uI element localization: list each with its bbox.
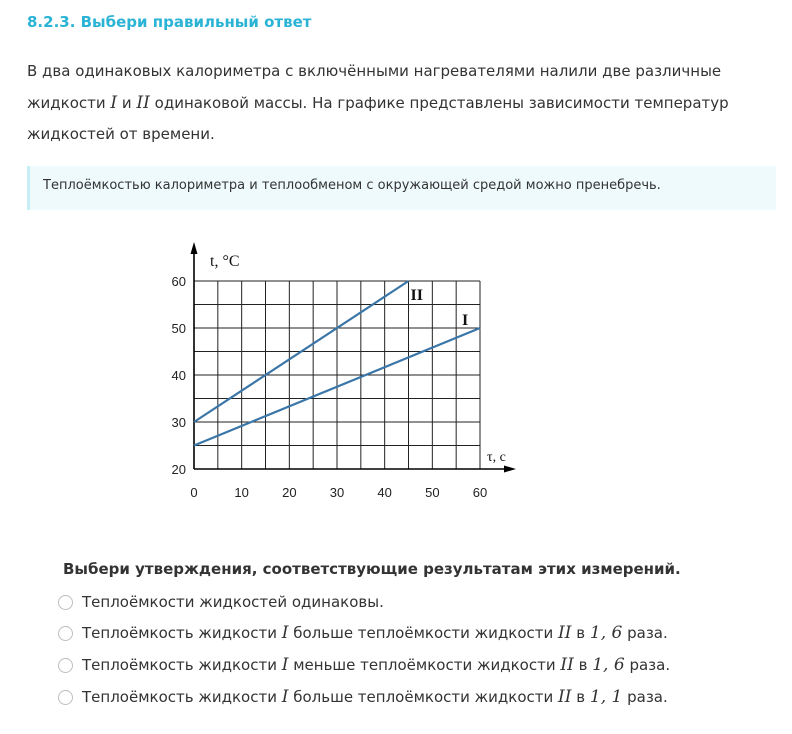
answer-option[interactable] — [58, 685, 668, 709]
y-axis-label: t, °C — [210, 253, 240, 270]
y-tick-label: 20 — [171, 462, 186, 477]
answer-option[interactable] — [58, 653, 670, 677]
option-text-part: в — [578, 656, 588, 674]
radio-button[interactable] — [58, 626, 73, 641]
x-tick-label: 60 — [472, 485, 488, 500]
radio-button[interactable] — [58, 658, 73, 673]
option-text-part: II — [560, 655, 574, 675]
hint-note — [27, 166, 776, 210]
x-tick-label: 0 — [190, 485, 198, 500]
option-text-part: в — [576, 688, 586, 706]
option-text-part: I — [281, 623, 289, 643]
question-line-2a: жидкости — [27, 93, 106, 112]
liquid-2-symbol: II — [136, 92, 150, 113]
statement-prompt: Выбери утверждения, соответствующие результатам этих измерений. — [63, 560, 681, 578]
option-text-part: больше теплоёмкости жидкости — [293, 688, 554, 706]
question-and: и — [121, 93, 132, 112]
option-text-part: больше теплоёмкости жидкости — [293, 624, 554, 642]
x-tick-label: 10 — [234, 485, 249, 500]
radio-button[interactable] — [58, 595, 73, 610]
x-tick-label: 30 — [329, 485, 345, 500]
hint-note-text: Теплоёмкостью калориметра и теплообменом с окружающей средой можно пренебречь. — [43, 178, 661, 193]
option-text-part: меньше теплоёмкости жидкости — [293, 656, 556, 674]
radio-button[interactable] — [58, 690, 73, 705]
series-label-I: I — [462, 312, 469, 329]
x-axis-arrow — [504, 466, 516, 473]
option-text-part: Теплоёмкость жидкости — [82, 688, 277, 706]
answer-option[interactable] — [58, 621, 668, 645]
option-text-part: I — [281, 687, 289, 707]
answer-option[interactable] — [58, 590, 384, 614]
x-axis-label: τ, с — [487, 450, 506, 465]
x-tick-label: 20 — [282, 485, 297, 500]
y-tick-label: 50 — [171, 321, 186, 336]
option-text-part: II — [558, 623, 572, 643]
option-text-part: раза. — [627, 624, 668, 642]
answer-option-text — [82, 623, 668, 643]
y-tick-label: 40 — [171, 368, 186, 383]
question-line-3: жидкостей от времени. — [27, 125, 215, 143]
chart-grid — [194, 281, 480, 469]
answer-option-text — [82, 655, 670, 675]
option-text-part: Теплоёмкость жидкости — [82, 624, 277, 642]
option-text-part: 1, 6 — [592, 655, 625, 675]
option-text-part: раза. — [629, 656, 671, 674]
option-text-part: 1, 1 — [589, 687, 623, 707]
x-tick-label: 50 — [425, 485, 440, 500]
y-tick-label: 30 — [171, 415, 186, 430]
question-line-2b: одинаковой массы. На графике представлены зависимости температур — [154, 93, 729, 112]
question-line-1: В два одинаковых калориметра с включёнными нагревателями налили две различные — [27, 62, 722, 80]
answer-option-text — [82, 687, 668, 707]
option-text-part: Теплоёмкости жидкостей одинаковы. — [82, 593, 384, 611]
task-title: 8.2.3. Выбери правильный ответ — [27, 13, 312, 31]
x-tick-label: 40 — [377, 485, 392, 500]
chart-axes — [191, 242, 517, 473]
y-axis-arrow — [191, 242, 198, 254]
option-text-part: I — [281, 655, 289, 675]
answer-option-text — [82, 593, 384, 611]
liquid-1-symbol: I — [110, 92, 118, 113]
series-label-II: II — [410, 287, 423, 304]
option-text-part: II — [558, 687, 572, 707]
question-text — [27, 56, 767, 151]
option-text-part: раза. — [627, 688, 668, 706]
option-text-part: 1, 6 — [589, 623, 623, 643]
temperature-time-chart — [160, 236, 530, 506]
option-text-part: Теплоёмкость жидкости — [82, 656, 277, 674]
option-text-part: в — [576, 624, 586, 642]
y-tick-label: 60 — [171, 274, 186, 289]
